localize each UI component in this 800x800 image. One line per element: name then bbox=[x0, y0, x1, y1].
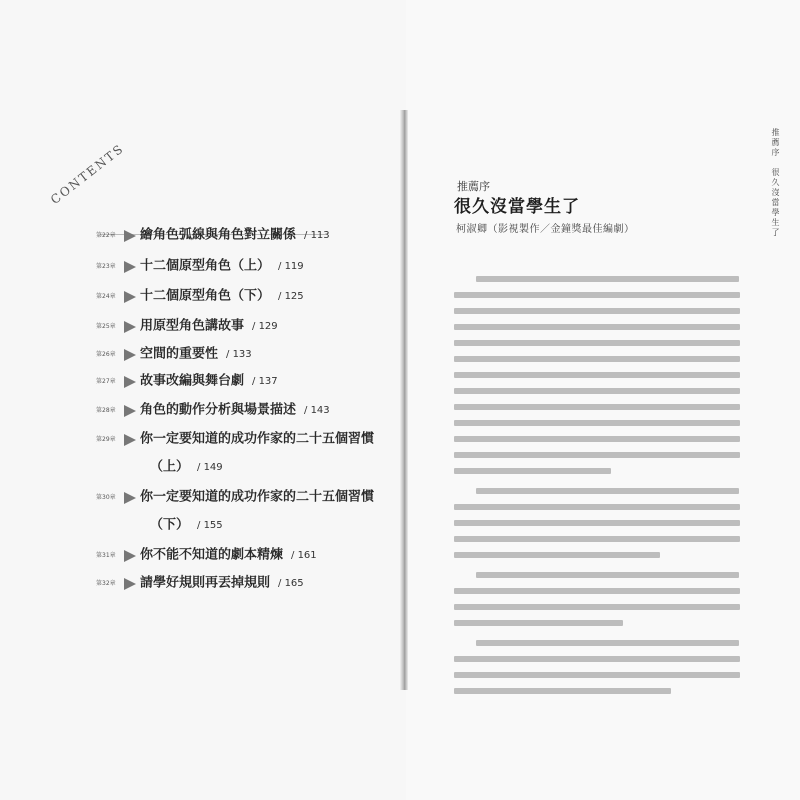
toc-entry[interactable] bbox=[96, 574, 304, 593]
body-text-line bbox=[454, 452, 740, 458]
toc-page: / 161 bbox=[291, 549, 317, 561]
toc-entry[interactable] bbox=[96, 488, 374, 507]
toc-entry[interactable] bbox=[96, 546, 317, 565]
chapter-number: 第30章 bbox=[96, 493, 116, 501]
toc-page: / 129 bbox=[252, 320, 278, 332]
toc-page: / 133 bbox=[226, 348, 252, 360]
chapter-number: 第29章 bbox=[96, 435, 116, 443]
preface-author: 柯淑卿（影視製作／金鐘獎最佳編劇） bbox=[456, 224, 635, 235]
toc-title: 故事改編與舞台劇 bbox=[140, 373, 245, 389]
chapter-number: 第22章 bbox=[96, 231, 116, 239]
toc-entry[interactable] bbox=[96, 430, 374, 449]
toc-page: / 137 bbox=[252, 375, 278, 387]
arrow-right-icon bbox=[124, 291, 136, 303]
toc-page: / 125 bbox=[278, 290, 304, 302]
body-text-line bbox=[454, 356, 740, 362]
toc-entry[interactable] bbox=[96, 345, 252, 364]
body-text-line bbox=[454, 656, 740, 662]
body-text-line bbox=[454, 404, 740, 410]
running-head: 推薦序 很久沒當學生了 bbox=[771, 128, 780, 238]
toc-title: 角色的動作分析與場景描述 bbox=[140, 402, 297, 418]
preface-title: 很久沒當學生了 bbox=[454, 197, 580, 217]
toc-entry[interactable] bbox=[96, 317, 278, 336]
toc-title: 你一定要知道的成功作家的二十五個習慣 bbox=[140, 489, 375, 505]
toc-entry-continued[interactable] bbox=[150, 516, 223, 535]
arrow-right-icon bbox=[124, 578, 136, 590]
body-text-line bbox=[454, 388, 740, 394]
chapter-number: 第23章 bbox=[96, 262, 116, 270]
toc-title-continued: （下） bbox=[150, 517, 190, 533]
arrow-right-icon bbox=[124, 405, 136, 417]
toc-title: 十二個原型角色（下） bbox=[140, 288, 271, 304]
toc-title: 十二個原型角色（上） bbox=[140, 258, 271, 274]
body-text-line bbox=[454, 436, 740, 442]
body-text-line bbox=[454, 672, 740, 678]
chapter-number: 第25章 bbox=[96, 322, 116, 330]
toc-title: 空間的重要性 bbox=[140, 346, 219, 362]
arrow-right-icon bbox=[124, 434, 136, 446]
toc-title-continued: （上） bbox=[150, 459, 190, 475]
toc-page: / 149 bbox=[197, 461, 223, 473]
body-text-line bbox=[476, 488, 739, 494]
arrow-right-icon bbox=[124, 349, 136, 361]
chapter-number: 第28章 bbox=[96, 406, 116, 414]
arrow-right-icon bbox=[124, 492, 136, 504]
chapter-number: 第26章 bbox=[96, 350, 116, 358]
body-text-line bbox=[476, 276, 739, 282]
toc-page: / 119 bbox=[278, 260, 304, 272]
toc-title: 你不能不知道的劇本精煉 bbox=[140, 547, 284, 563]
body-text-line bbox=[454, 604, 740, 610]
body-text-line bbox=[476, 640, 739, 646]
chapter-number: 第32章 bbox=[96, 579, 116, 587]
toc-entry[interactable] bbox=[96, 226, 330, 245]
toc-page: / 155 bbox=[197, 519, 223, 531]
body-text-line bbox=[476, 572, 739, 578]
toc-entry[interactable] bbox=[96, 372, 278, 391]
body-text-line bbox=[454, 308, 740, 314]
arrow-right-icon bbox=[124, 261, 136, 273]
chapter-number: 第24章 bbox=[96, 292, 116, 300]
toc-title: 用原型角色講故事 bbox=[140, 318, 245, 334]
book-gutter bbox=[400, 110, 408, 690]
toc-page: / 165 bbox=[278, 577, 304, 589]
body-text-line bbox=[454, 324, 740, 330]
body-text-line bbox=[454, 504, 740, 510]
chapter-number: 第31章 bbox=[96, 551, 116, 559]
preface-label: 推薦序 bbox=[457, 180, 490, 193]
toc-entry[interactable] bbox=[96, 257, 304, 276]
toc-page: / 113 bbox=[304, 229, 330, 241]
body-text-line bbox=[454, 292, 740, 298]
toc-entry-continued[interactable] bbox=[150, 458, 223, 477]
toc-title: 你一定要知道的成功作家的二十五個習慣 bbox=[140, 431, 375, 447]
body-text-line bbox=[454, 620, 623, 626]
arrow-right-icon bbox=[124, 321, 136, 333]
body-text-line bbox=[454, 420, 740, 426]
body-text-line bbox=[454, 536, 740, 542]
chapter-number: 第27章 bbox=[96, 377, 116, 385]
contents-label: CONTENTS bbox=[48, 141, 127, 208]
body-text-line bbox=[454, 340, 740, 346]
arrow-right-icon bbox=[124, 230, 136, 242]
toc-entry[interactable] bbox=[96, 401, 330, 420]
body-text-line bbox=[454, 468, 611, 474]
arrow-right-icon bbox=[124, 376, 136, 388]
paragraph-gap bbox=[454, 704, 740, 708]
preface-body-text bbox=[454, 276, 740, 708]
arrow-right-icon bbox=[124, 550, 136, 562]
toc-page: / 143 bbox=[304, 404, 330, 416]
body-text-line bbox=[454, 688, 671, 694]
body-text-line bbox=[454, 552, 660, 558]
toc-title: 繪角色弧線與角色對立關係 bbox=[140, 227, 297, 243]
body-text-line bbox=[454, 372, 740, 378]
toc-entry[interactable] bbox=[96, 287, 304, 306]
toc-title: 請學好規則再丟掉規則 bbox=[140, 575, 271, 591]
body-text-line bbox=[454, 520, 740, 526]
body-text-line bbox=[454, 588, 740, 594]
